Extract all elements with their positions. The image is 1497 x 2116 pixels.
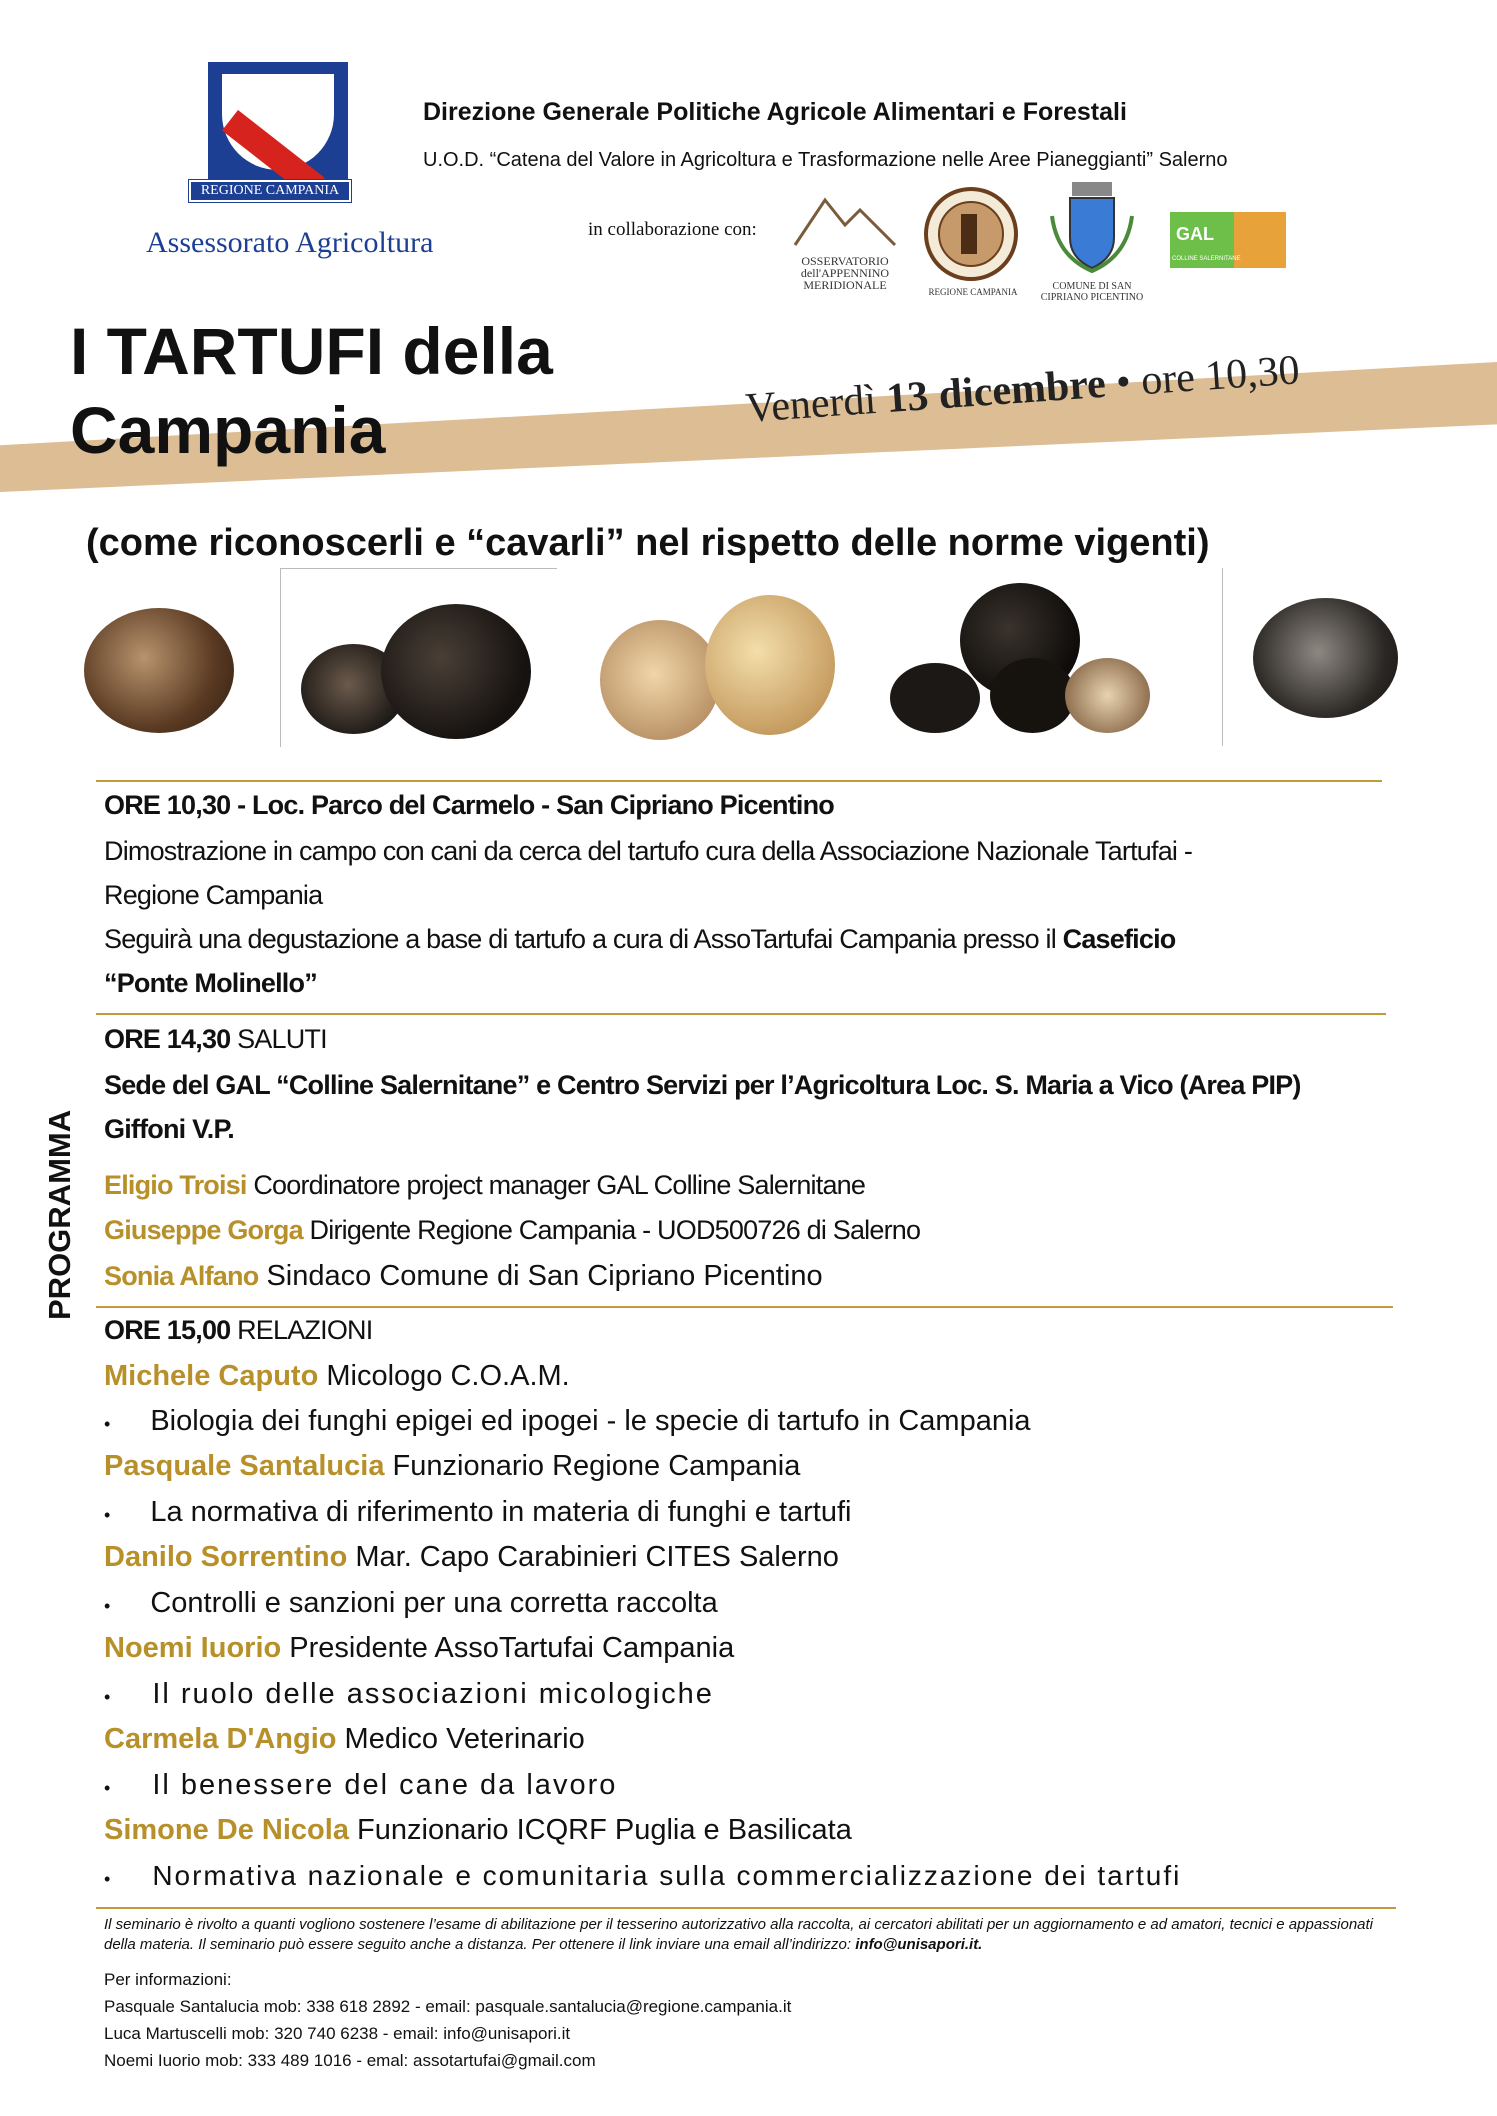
coat-of-arms-icon bbox=[1032, 176, 1152, 276]
associazione-tartufai-logo: REGIONE CAMPANIA bbox=[923, 186, 1023, 298]
divider bbox=[96, 1907, 1396, 1909]
divider bbox=[96, 780, 1382, 782]
speaker-6: Simone De Nicola Funzionario ICQRF Puglia e Basilicata bbox=[104, 1814, 852, 1846]
contact-3: Noemi Iuorio mob: 333 489 1016 - emal: assotartufai@gmail.com bbox=[104, 2051, 596, 2070]
speaker-2: Pasquale Santalucia Funzionario Regione Campania bbox=[104, 1450, 801, 1482]
truffle-photo-3 bbox=[590, 570, 840, 745]
contact-2: Luca Martuscelli mob: 320 740 6238 - email: info@unisapori.it bbox=[104, 2024, 571, 2043]
seal-icon bbox=[923, 186, 1019, 282]
assessorato-label: Assessorato Agricoltura bbox=[146, 226, 434, 259]
mountains-icon bbox=[790, 190, 900, 250]
session1-line2: Regione Campania bbox=[104, 880, 323, 910]
session2-location: Sede del GAL “Colline Salernitane” e Centro Servizi per l’Agricoltura Loc. S. Maria a Vico (Area PIP) bbox=[104, 1070, 1301, 1100]
programma-label: PROGRAMMA bbox=[42, 1109, 77, 1320]
page-title-line2: Campania bbox=[70, 393, 386, 467]
saluti-person-2: Giuseppe Gorga Dirigente Regione Campania - UOD500726 di Salerno bbox=[104, 1215, 921, 1245]
collaborazione-label: in collaborazione con: bbox=[588, 219, 757, 240]
session2-location2: Giffoni V.P. bbox=[104, 1114, 234, 1144]
info-title: Per informazioni: bbox=[104, 1970, 232, 1989]
uod-line: U.O.D. “Catena del Valore in Agricoltura e Trasformazione nelle Aree Pianeggianti” Salerno bbox=[423, 149, 1228, 171]
comune-logo: COMUNE DI SAN CIPRIANO PICENTINO bbox=[1032, 176, 1152, 302]
speaker-5: Carmela D'Angio Medico Veterinario bbox=[104, 1723, 585, 1755]
subtitle: (come riconoscerli e “cavarli” nel rispetto delle norme vigenti) bbox=[86, 522, 1210, 564]
truffle-photo-5 bbox=[1222, 568, 1415, 746]
topic-2: • La normativa di riferimento in materia di funghi e tartufi bbox=[104, 1496, 852, 1528]
topic-3: • Controlli e sanzioni per una corretta raccolta bbox=[104, 1587, 718, 1619]
session3-heading: ORE 15,00 RELAZIONI bbox=[104, 1315, 373, 1345]
divider bbox=[96, 1013, 1386, 1015]
session1-line4: “Ponte Molinello” bbox=[104, 968, 317, 998]
topic-4: • Il ruolo delle associazioni micologiche bbox=[104, 1678, 714, 1710]
page-title-line1: I TARTUFI della bbox=[70, 314, 553, 388]
osservatorio-logo: OSSERVATORIO dell'APPENNINO MERIDIONALE bbox=[790, 190, 900, 300]
topic-5: • Il benessere del cane da lavoro bbox=[104, 1769, 618, 1801]
session2-heading: ORE 14,30 SALUTI bbox=[104, 1024, 327, 1054]
truffle-photo-1 bbox=[62, 573, 258, 745]
session1-heading: ORE 10,30 - Loc. Parco del Carmelo - San Cipriano Picentino bbox=[104, 790, 834, 820]
saluti-person-3: Sonia Alfano Sindaco Comune di San Cipriano Picentino bbox=[104, 1260, 823, 1292]
speaker-1: Michele Caputo Micologo C.O.A.M. bbox=[104, 1360, 570, 1392]
topic-6: • Normativa nazionale e comunitaria sulla commercializzazione dei tartufi bbox=[104, 1860, 1182, 1891]
gal-logo: GAL COLLINE SALERNITANE bbox=[1170, 212, 1286, 268]
speaker-3: Danilo Sorrentino Mar. Capo Carabinieri CITES Salerno bbox=[104, 1541, 839, 1573]
direzione-title: Direzione Generale Politiche Agricole Alimentari e Forestali bbox=[423, 98, 1127, 126]
contact-1: Pasquale Santalucia mob: 338 618 2892 - email: pasquale.santalucia@regione.campania.it bbox=[104, 1997, 792, 2016]
truffle-photo-2 bbox=[280, 568, 557, 747]
session1-line3: Seguirà una degustazione a base di tartufo a cura di AssoTartufai Campania presso il Caseficio bbox=[104, 924, 1176, 954]
saluti-person-1: Eligio Troisi Coordinatore project manager GAL Colline Salernitane bbox=[104, 1170, 866, 1200]
shield-label: REGIONE CAMPANIA bbox=[189, 180, 351, 202]
seminar-note: Il seminario è rivolto a quanti vogliono sostenere l’esame di abilitazione per il tesserino autorizzativo alla raccolta, ai cercatori abilitati per un aggiornamento e ad amatori, tecnici e appassionati della materia. Il seminario può essere seguito anche a distanza. Per ottenere il link inviare una email all’indirizzo: info@unisapori.it. bbox=[104, 1916, 1374, 1953]
speaker-4: Noemi Iuorio Presidente AssoTartufai Campania bbox=[104, 1632, 735, 1664]
truffle-photo-4 bbox=[880, 573, 1160, 745]
event-date: Venerdì 13 dicembre • ore 10,30 bbox=[744, 347, 1302, 432]
topic-1: • Biologia dei funghi epigei ed ipogei - le specie di tartufo in Campania bbox=[104, 1405, 1031, 1437]
session1-line1: Dimostrazione in campo con cani da cerca del tartufo cura della Associazione Nazionale Tartufai - bbox=[104, 836, 1193, 866]
divider bbox=[96, 1306, 1393, 1308]
